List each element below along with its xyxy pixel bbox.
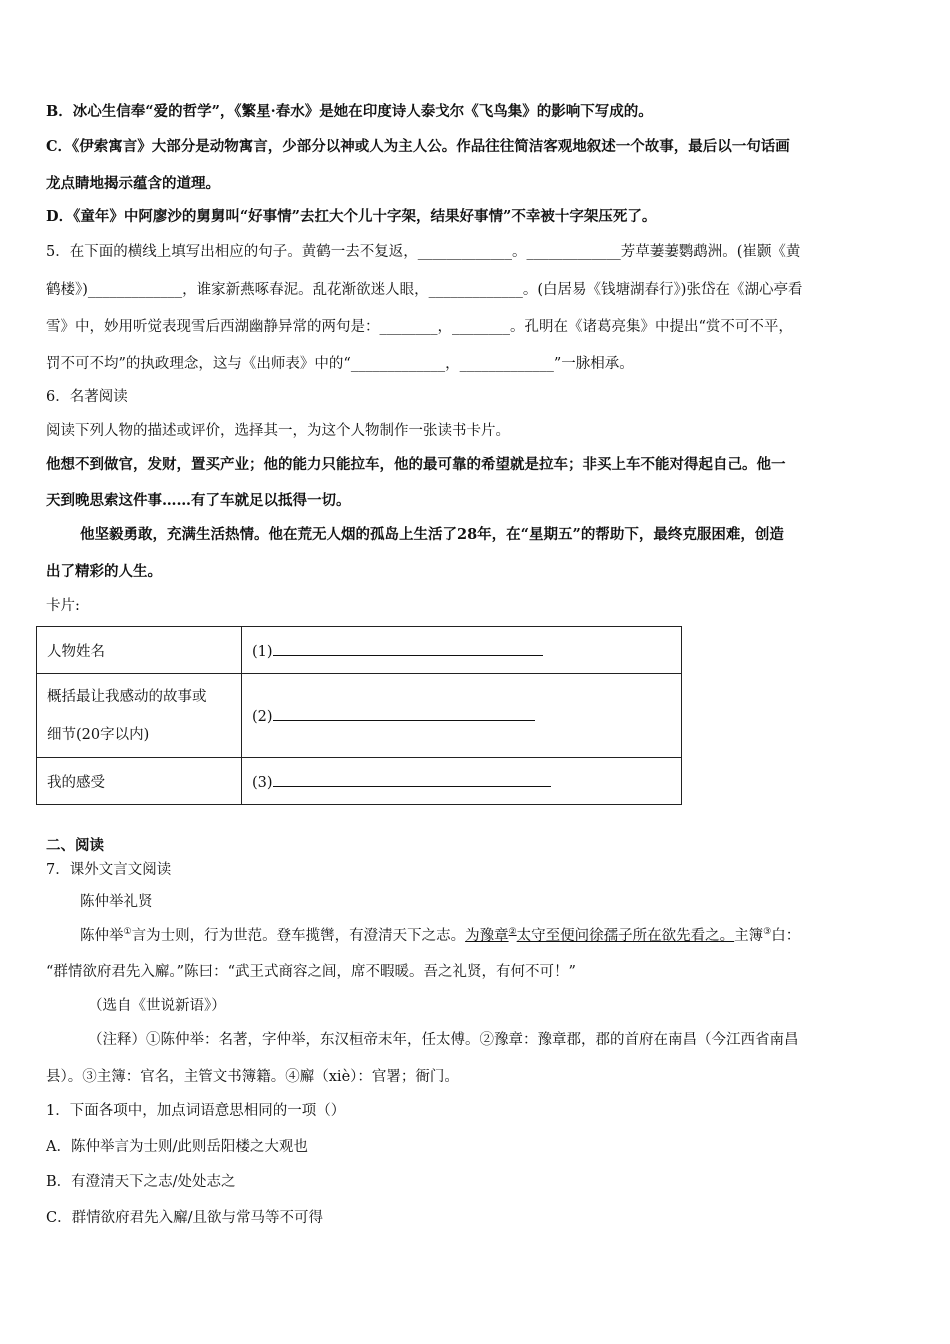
card-cell-answer[interactable] [242, 674, 682, 758]
q1-option-b: B．有澄清天下之志/处处志之 [46, 1174, 236, 1190]
card-row1-label: 人物姓名 [47, 643, 105, 660]
card-row3-num: (3) [252, 774, 273, 791]
passage-text: 主簿 [734, 928, 764, 944]
card-label: 卡片: [46, 598, 80, 614]
q4-option-c-line1: C．《伊索寓言》大部分是动物寓言，少部分以神或人为主人公。作品往往简洁客观地叙述一个故事，最后以一句话画 [46, 138, 790, 155]
card-row2-label-line2: 细节(20字以内) [47, 726, 150, 743]
passage-text: 白： [771, 928, 801, 944]
q6-title: 6．名著阅读 [46, 389, 128, 405]
notes-line1: （注释）①陈仲举：名著，字仲举，东汉桓帝末年，任太傅。②豫章：豫章郡，郡的首府在南昌（今江西省南昌 [88, 1032, 799, 1048]
section-heading: 二、阅读 [46, 837, 104, 854]
underlined-sentence: 太守至便问徐孺子所在欲先看之。 [516, 928, 735, 944]
card-row-story [37, 674, 682, 758]
card-cell-label [37, 674, 242, 758]
q1-option-c: C．群情欲府君先入廨/且欲与常马等不可得 [46, 1210, 323, 1226]
footnote-mark: ① [123, 927, 132, 937]
card-row2-label-line1: 概括最让我感动的故事或 [47, 688, 207, 705]
passage-paragraph-1 [80, 926, 800, 946]
q1-option-a: A．陈仲举言为士则/此则岳阳楼之大观也 [46, 1139, 308, 1155]
footnote-mark: ② [508, 927, 517, 937]
passage-text: 陈仲举 [80, 928, 124, 944]
q6-desc1-line2: 天到晚思索这件事……有了车就足以抵得一切。 [46, 492, 351, 509]
card-row-feeling [37, 758, 682, 805]
passage-source: （选自《世说新语》） [88, 998, 226, 1014]
q7-title: 7．课外文言文阅读 [46, 862, 172, 878]
answer-blank-3[interactable] [273, 772, 551, 787]
reading-card-table [36, 626, 682, 805]
notes-line2: 县）。③主簿：官名，主管文书簿籍。④廨（xiè）：官署；衙门。 [46, 1069, 459, 1085]
q6-desc2-line2: 出了精彩的人生。 [46, 563, 162, 580]
q4-option-b: B．冰心生信奉“爱的哲学”，《繁星·春水》是她在印度诗人泰戈尔《飞鸟集》的影响下写成的。 [46, 103, 653, 120]
passage-title: 陈仲举礼贤 [80, 894, 153, 910]
q6-instruction: 阅读下列人物的描述或评价，选择其一，为这个人物制作一张读书卡片。 [46, 423, 510, 439]
card-row1-num: (1) [252, 643, 273, 660]
q4-option-d: D．《童年》中阿廖沙的舅舅叫“好事情”去扛大个儿十字架，结果好事情”不幸被十字架压死了。 [46, 208, 657, 225]
card-row2-num: (2) [252, 709, 273, 725]
q5-line2: 鹤楼》)_____________，谁家新燕啄春泥。乱花渐欲迷人眼，_____________。(白居易《钱塘湖春行》)张岱在《湖心亭看 [46, 282, 803, 298]
card-cell-label [37, 627, 242, 674]
q5-line1: 5．在下面的横线上填写出相应的句子。黄鹤一去不复返，_____________。_____________芳草萋萋鹦鹉洲。(崔颢《黄 [46, 244, 801, 260]
card-cell-answer[interactable] [242, 758, 682, 805]
passage-text: 言为士则，行为世范。登车揽辔，有澄清天下之志。 [131, 928, 466, 944]
card-row-name [37, 627, 682, 674]
q4-option-c-line2: 龙点睛地揭示蕴含的道理。 [46, 175, 220, 192]
q6-desc2-line1: 他坚毅勇敢，充满生活热情。他在荒无人烟的孤岛上生活了28年，在“星期五”的帮助下，最终克服困难，创造 [80, 526, 784, 543]
q6-desc1-line1: 他想不到做官，发财，置买产业；他的能力只能拉车，他的最可靠的希望就是拉车；非买上车不能对得起自己。他一 [46, 456, 786, 473]
answer-blank-2[interactable] [273, 706, 535, 721]
underlined-sentence: 为豫章 [465, 928, 509, 944]
q1-stem: 1．下面各项中，加点词语意思相同的一项（） [46, 1103, 346, 1119]
q5-line3: 雪》中，妙用听觉表现雪后西湖幽静异常的两句是：________，________。孔明在《诸葛亮集》中提出“赏不可不平， [46, 319, 793, 335]
q5-line4: 罚不可不均”的执政理念，这与《出师表》中的“_____________，_____________”一脉相承。 [46, 356, 634, 372]
passage-paragraph-2: “群情欲府君先入廨。”陈曰：“武王式商容之闾，席不暇暖。吾之礼贤，有何不可！” [46, 964, 576, 980]
card-cell-label [37, 758, 242, 805]
footnote-mark: ③ [763, 927, 772, 937]
card-row3-label: 我的感受 [47, 774, 105, 791]
card-cell-answer[interactable] [242, 627, 682, 674]
answer-blank-1[interactable] [273, 641, 543, 656]
